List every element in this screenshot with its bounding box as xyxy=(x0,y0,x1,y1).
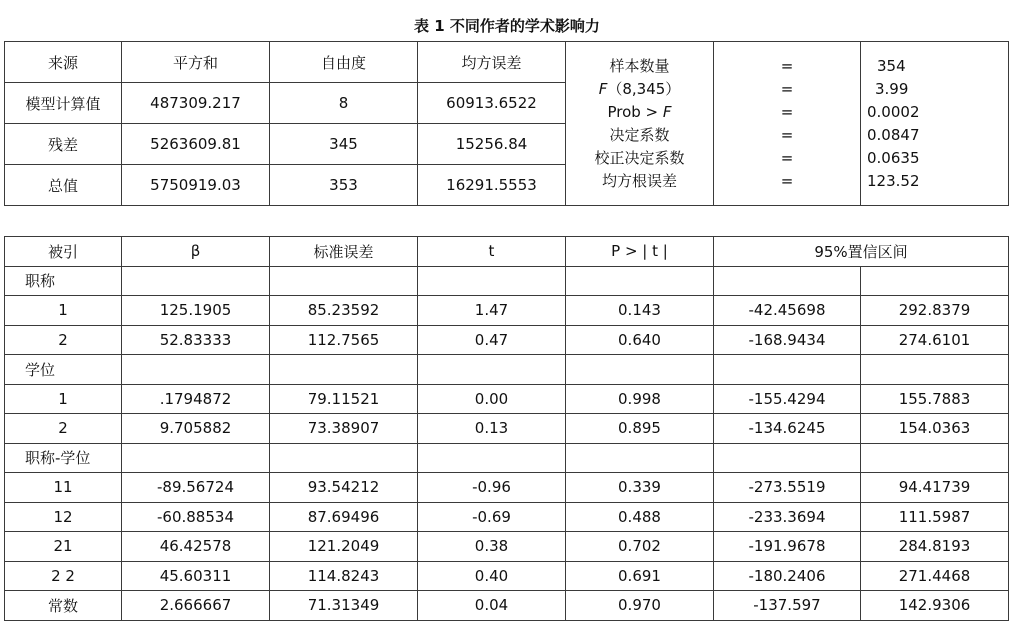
empty-cell xyxy=(418,443,566,473)
coef-cell: 271.4468 xyxy=(861,561,1009,591)
header-cell: β xyxy=(122,237,270,267)
anova-cell: 15256.84 xyxy=(418,124,566,165)
empty-cell xyxy=(714,443,861,473)
coef-cell: 111.5987 xyxy=(861,502,1009,532)
stat-value: 354 xyxy=(877,56,906,75)
stat-value: 3.99 xyxy=(875,79,909,98)
coef-cell: 0.488 xyxy=(566,502,714,532)
coef-cell: 0.640 xyxy=(566,325,714,355)
coef-cell: 2 xyxy=(5,325,122,355)
group-label: 职称-学位 xyxy=(5,443,122,473)
table-row xyxy=(5,473,1009,503)
coef-cell: 1 xyxy=(5,296,122,326)
coef-cell: 2 2 xyxy=(5,561,122,591)
anova-header-row xyxy=(5,42,1009,83)
empty-cell xyxy=(714,355,861,385)
coef-cell: 292.8379 xyxy=(861,296,1009,326)
stats-value-column xyxy=(861,42,1009,206)
anova-cell: 5263609.81 xyxy=(122,124,270,165)
header-cell: 均方误差 xyxy=(418,42,566,83)
table-row xyxy=(5,384,1009,414)
coef-cell: 71.31349 xyxy=(270,591,418,621)
header-cell: 平方和 xyxy=(122,42,270,83)
stat-value: 123.52 xyxy=(867,171,920,190)
anova-cell: 模型计算值 xyxy=(5,83,122,124)
header-cell: 自由度 xyxy=(270,42,418,83)
coef-cell: 0.00 xyxy=(418,384,566,414)
coef-cell: -273.5519 xyxy=(714,473,861,503)
coef-cell: -60.88534 xyxy=(122,502,270,532)
header-cell: P > | t | xyxy=(566,237,714,267)
coef-cell: 0.47 xyxy=(418,325,566,355)
coef-cell: -233.3694 xyxy=(714,502,861,532)
stat-eq: = xyxy=(780,148,794,167)
coef-cell: -180.2406 xyxy=(714,561,861,591)
coef-cell: 155.7883 xyxy=(861,384,1009,414)
coef-cell: 0.998 xyxy=(566,384,714,414)
anova-table xyxy=(4,41,1009,206)
empty-cell xyxy=(122,355,270,385)
empty-cell xyxy=(418,355,566,385)
coef-cell: .1794872 xyxy=(122,384,270,414)
stat-value: 0.0847 xyxy=(867,125,920,144)
coef-cell: -155.4294 xyxy=(714,384,861,414)
stat-label: 决定系数 xyxy=(609,125,670,144)
anova-cell: 5750919.03 xyxy=(122,165,270,206)
coef-header-row xyxy=(5,237,1009,267)
table-row xyxy=(5,296,1009,326)
stat-label: 均方根误差 xyxy=(601,171,677,190)
stat-label: Prob > F xyxy=(607,102,672,121)
empty-cell xyxy=(566,355,714,385)
coef-cell: -0.96 xyxy=(418,473,566,503)
coef-cell: 142.9306 xyxy=(861,591,1009,621)
header-cell: t xyxy=(418,237,566,267)
group-label: 职称 xyxy=(5,266,122,296)
coef-cell: 2.666667 xyxy=(122,591,270,621)
anova-cell: 16291.5553 xyxy=(418,165,566,206)
group-label: 学位 xyxy=(5,355,122,385)
group-row xyxy=(5,355,1009,385)
table-row xyxy=(5,591,1009,621)
coef-cell: 0.13 xyxy=(418,414,566,444)
coef-cell: -42.45698 xyxy=(714,296,861,326)
stat-value: 0.0002 xyxy=(867,102,920,121)
coef-cell: -191.9678 xyxy=(714,532,861,562)
coef-cell: 46.42578 xyxy=(122,532,270,562)
coef-cell: -0.69 xyxy=(418,502,566,532)
coef-cell: 11 xyxy=(5,473,122,503)
stat-label: 校正决定系数 xyxy=(594,148,685,167)
coef-cell: 94.41739 xyxy=(861,473,1009,503)
coef-cell: 284.8193 xyxy=(861,532,1009,562)
coef-cell: -89.56724 xyxy=(122,473,270,503)
header-cell: 95%置信区间 xyxy=(714,237,1009,267)
coef-cell: 0.38 xyxy=(418,532,566,562)
coef-cell: 125.1905 xyxy=(122,296,270,326)
coef-cell: 常数 xyxy=(5,591,122,621)
stat-eq: = xyxy=(780,56,794,75)
coef-cell: 0.895 xyxy=(566,414,714,444)
coef-cell: -137.597 xyxy=(714,591,861,621)
coef-cell: 0.143 xyxy=(566,296,714,326)
stat-label: 样本数量 xyxy=(609,56,670,75)
coefficient-table xyxy=(4,236,1009,621)
empty-cell xyxy=(861,443,1009,473)
empty-cell xyxy=(122,443,270,473)
anova-cell: 残差 xyxy=(5,124,122,165)
stat-eq: = xyxy=(780,171,794,190)
empty-cell xyxy=(861,355,1009,385)
coef-cell: 87.69496 xyxy=(270,502,418,532)
coef-cell: -168.9434 xyxy=(714,325,861,355)
stat-eq: = xyxy=(780,102,794,121)
empty-cell xyxy=(861,266,1009,296)
coef-cell: 154.0363 xyxy=(861,414,1009,444)
coef-cell: 85.23592 xyxy=(270,296,418,326)
empty-cell xyxy=(714,266,861,296)
table-row xyxy=(5,561,1009,591)
coef-cell: 79.11521 xyxy=(270,384,418,414)
stats-eq-column xyxy=(714,42,861,206)
empty-cell xyxy=(418,266,566,296)
coef-cell: 114.8243 xyxy=(270,561,418,591)
table-title: 表 1 不同作者的学术影响力 xyxy=(414,17,600,35)
anova-cell: 8 xyxy=(270,83,418,124)
stat-label: F（8,345） xyxy=(598,79,681,98)
table-row xyxy=(5,532,1009,562)
table-row xyxy=(5,502,1009,532)
table-row xyxy=(5,414,1009,444)
header-cell: 来源 xyxy=(5,42,122,83)
coef-cell: 121.2049 xyxy=(270,532,418,562)
stat-value: 0.0635 xyxy=(867,148,920,167)
coef-cell: 0.40 xyxy=(418,561,566,591)
coef-cell: 0.702 xyxy=(566,532,714,562)
empty-cell xyxy=(122,266,270,296)
coef-cell: 0.691 xyxy=(566,561,714,591)
group-row xyxy=(5,443,1009,473)
coef-cell: 12 xyxy=(5,502,122,532)
stat-eq: = xyxy=(780,79,794,98)
header-cell: 标准误差 xyxy=(270,237,418,267)
coef-cell: 0.04 xyxy=(418,591,566,621)
coef-cell: 2 xyxy=(5,414,122,444)
coef-cell: 274.6101 xyxy=(861,325,1009,355)
coef-cell: 93.54212 xyxy=(270,473,418,503)
coef-cell: 73.38907 xyxy=(270,414,418,444)
coef-cell: 52.83333 xyxy=(122,325,270,355)
coef-cell: 0.970 xyxy=(566,591,714,621)
anova-cell: 353 xyxy=(270,165,418,206)
stats-label-column xyxy=(566,42,714,206)
anova-cell: 60913.6522 xyxy=(418,83,566,124)
empty-cell xyxy=(566,443,714,473)
empty-cell xyxy=(270,443,418,473)
coef-cell: 21 xyxy=(5,532,122,562)
coef-cell: 112.7565 xyxy=(270,325,418,355)
header-cell: 被引 xyxy=(5,237,122,267)
anova-cell: 487309.217 xyxy=(122,83,270,124)
coef-cell: 0.339 xyxy=(566,473,714,503)
anova-cell: 总值 xyxy=(5,165,122,206)
empty-cell xyxy=(270,355,418,385)
table-row xyxy=(5,325,1009,355)
empty-cell xyxy=(566,266,714,296)
coef-cell: -134.6245 xyxy=(714,414,861,444)
coef-cell: 9.705882 xyxy=(122,414,270,444)
coef-cell: 45.60311 xyxy=(122,561,270,591)
stat-eq: = xyxy=(780,125,794,144)
group-row xyxy=(5,266,1009,296)
coef-cell: 1.47 xyxy=(418,296,566,326)
coef-cell: 1 xyxy=(5,384,122,414)
empty-cell xyxy=(270,266,418,296)
anova-cell: 345 xyxy=(270,124,418,165)
